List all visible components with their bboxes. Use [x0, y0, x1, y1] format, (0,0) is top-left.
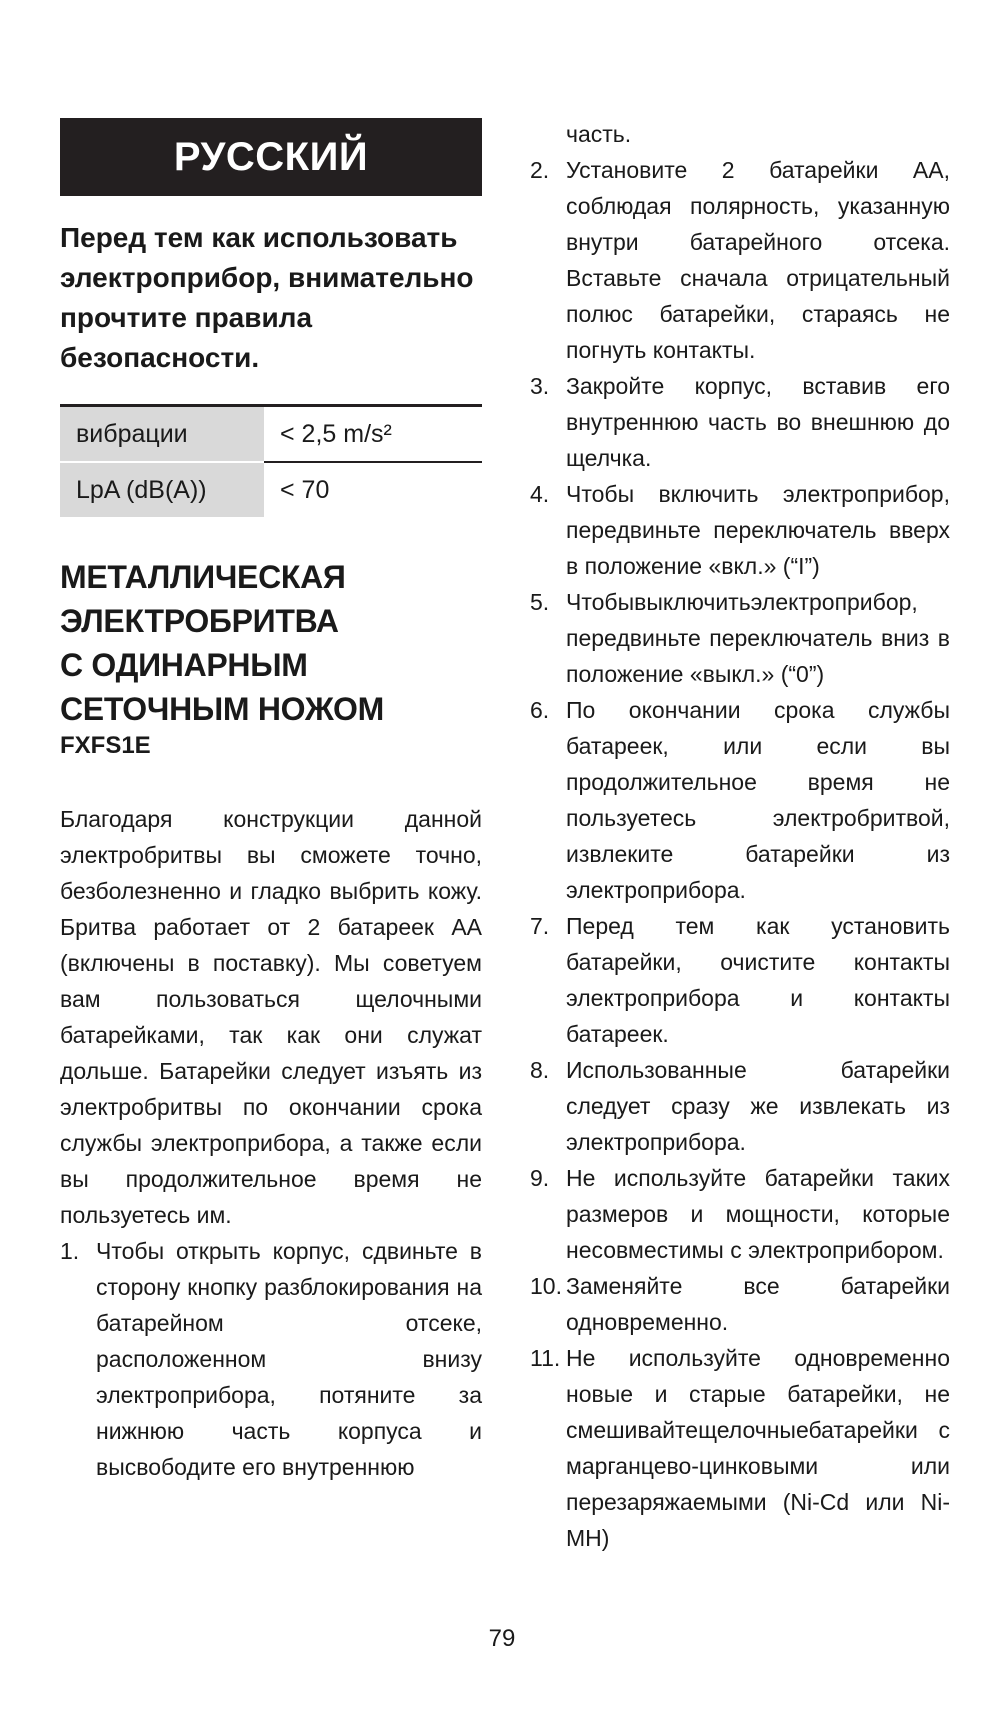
list-item-number: 9.	[530, 1165, 550, 1191]
right-column	[530, 116, 950, 1556]
list-item-text: Не используйте одновременно новые и старые батарейки, не смешивайтещелочныебатарейки с марганцево-цинковыми или перезаряжаемыми (Ni-Cd или Ni-MH)	[566, 1345, 950, 1551]
list-item-number: 5.	[530, 589, 550, 615]
specs-table	[60, 404, 482, 517]
list-item-text: Чтобы открыть корпус, сдвиньте в сторону кнопку разблокирования на батарейном отсеке, расположенном внизу электроприбора, потяните за нижнюю часть корпуса и высвободите его внутреннюю	[96, 1238, 482, 1480]
list-item-text: Закройте корпус, вставив его внутреннюю часть во внешнюю до щелчка.	[566, 373, 950, 471]
list-item-number: 11.	[530, 1345, 561, 1371]
list-item-number: 3.	[530, 373, 550, 399]
list-item-text: Чтобывыключитьэлектроприбор, передвиньте переключатель вниз в положение «выкл.» (“0”)	[566, 589, 950, 687]
list-item-text: По окончании срока службы батареек, или если вы продолжительное время не пользуетесь электробритвой, извлеките батарейки из электроприбора.	[566, 697, 950, 903]
step-continuation: часть.	[566, 121, 632, 147]
language-banner: РУССКИЙ	[60, 118, 482, 196]
list-item-number: 2.	[530, 157, 550, 183]
safety-warning: Перед тем как использовать электроприбор, внимательно прочтите правила безопасности.	[60, 222, 474, 373]
list-item-number: 6.	[530, 697, 550, 723]
product-model: FXFS1E	[60, 732, 151, 759]
list-item	[530, 1160, 950, 1268]
list-item-text: Чтобы включить электроприбор, передвиньте переключатель вверх в положение «вкл.» (“I”)	[566, 481, 950, 579]
list-item	[60, 1233, 482, 1485]
product-title	[60, 555, 482, 731]
steps-list-left	[60, 1233, 482, 1485]
list-item	[530, 368, 950, 476]
list-item	[530, 908, 950, 1052]
page-number: 79	[488, 1625, 516, 1652]
list-item-number: 7.	[530, 913, 550, 939]
list-item-text: Использованные батарейки следует сразу же извлекать из электроприбора.	[566, 1057, 950, 1155]
product-title-line: С ОДИНАРНЫМ	[60, 647, 308, 683]
list-item	[530, 152, 950, 368]
list-item	[530, 1340, 950, 1556]
list-item-text: Заменяйте все батарейки одновременно.	[566, 1273, 950, 1335]
list-item	[530, 1052, 950, 1160]
steps-list-right	[530, 152, 950, 1556]
list-item	[530, 476, 950, 584]
list-item-text: Перед тем как установить батарейки, очистите контакты электроприбора и контакты батареек.	[566, 913, 950, 1047]
spec-value: < 70	[280, 475, 330, 504]
product-title-line: МЕТАЛЛИЧЕСКАЯ	[60, 559, 346, 595]
list-item-number: 10.	[530, 1273, 562, 1299]
list-item	[530, 1268, 950, 1340]
list-item	[530, 584, 950, 692]
list-item	[530, 692, 950, 908]
list-item-text: Установите 2 батарейки АА, соблюдая полярность, указанную внутри батарейного отсека. Вставьте сначала отрицательный полюс батарейки, стараясь не погнуть контакты.	[566, 157, 950, 363]
list-item-number: 1.	[60, 1238, 80, 1264]
product-title-line: ЭЛЕКТРОБРИТВА	[60, 603, 339, 639]
list-item-text: Не используйте батарейки таких размеров и мощности, которые несовместимы с электроприбором.	[566, 1165, 950, 1263]
list-item-number: 4.	[530, 481, 550, 507]
intro-paragraph: Благодаря конструкции данной электробритвы вы сможете точно, безболезненно и гладко выбрить кожу. Бритва работает от 2 батареек АА (включены в поставку). Мы советуем вам пользоваться щелочными батарейками, так как они служат дольше. Батарейки следует изъять из электробритвы по окончании срока службы электроприбора, а также если вы продолжительное время не пользуетесь им.	[60, 806, 482, 1228]
spec-key: вибрации	[60, 406, 264, 463]
spec-row	[60, 406, 482, 463]
spec-key: LpA (dB(A))	[60, 462, 264, 517]
spec-value: < 2,5 m/s²	[264, 406, 482, 463]
list-item-number: 8.	[530, 1057, 550, 1083]
product-title-line: СЕТОЧНЫМ НОЖОМ	[60, 691, 384, 727]
spec-row	[60, 462, 482, 517]
left-column	[60, 118, 482, 1485]
